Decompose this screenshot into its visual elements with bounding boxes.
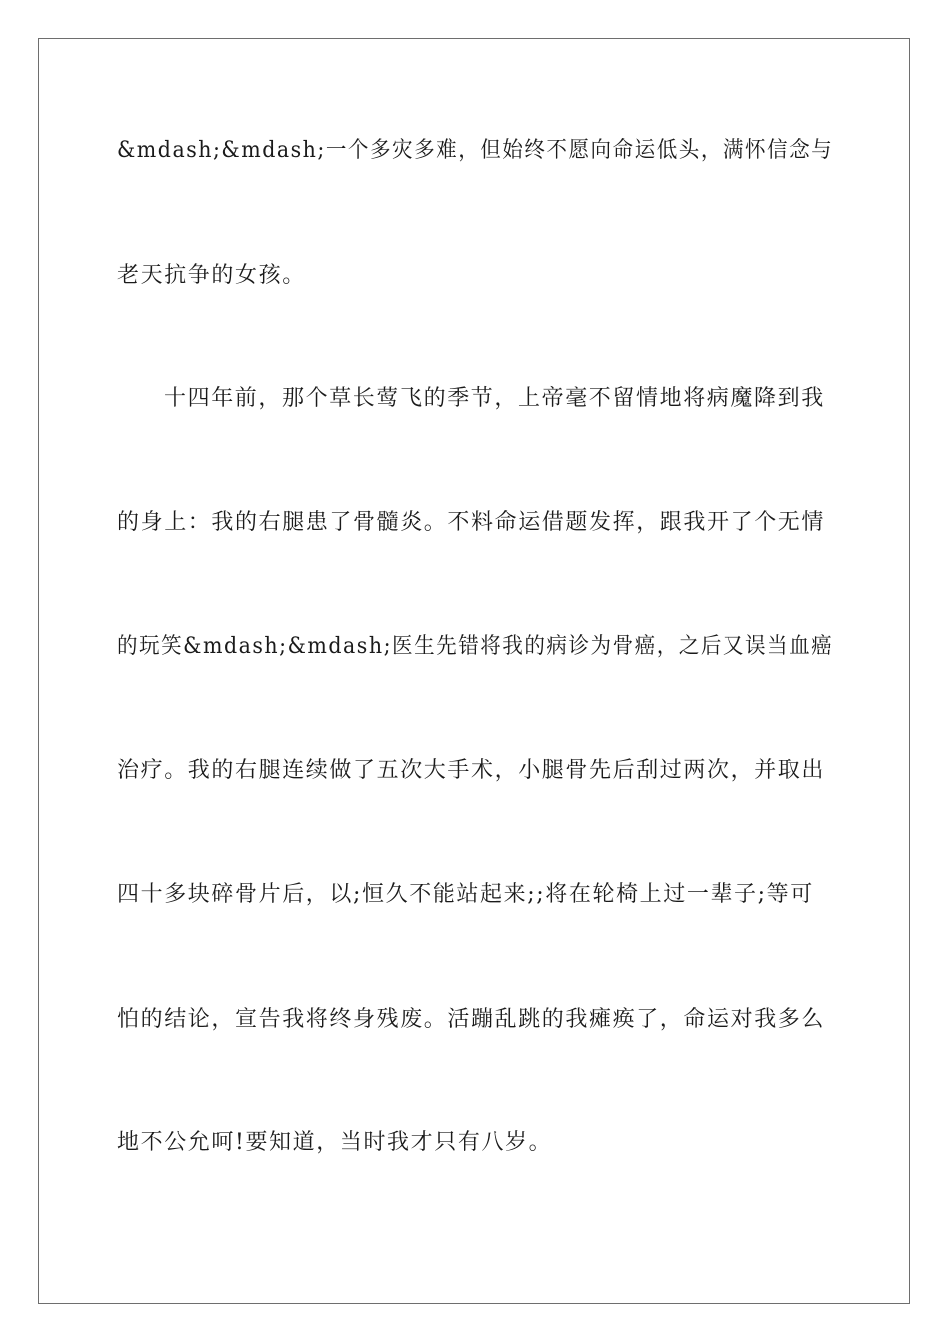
paragraph-line: 治疗。我的右腿连续做了五次大手术，小腿骨先后刮过两次，并取出 [117, 758, 826, 783]
paragraph-line: 的玩笑&mdash;&mdash;医生先错将我的病诊为骨癌，之后又误当血癌 [117, 634, 834, 659]
paragraph-line: 怕的结论，宣告我将终身残废。活蹦乱跳的我瘫痪了，命运对我多么 [117, 1007, 826, 1032]
paragraph-line: 地不公允呵!要知道，当时我才只有八岁。 [117, 1130, 553, 1155]
paragraph-line: 四十多块碎骨片后，以;恒久不能站起来;;将在轮椅上过一辈子;等可 [117, 882, 814, 907]
paragraph-line: &mdash;&mdash;一个多灾多难，但始终不愿向命运低头，满怀信念与 [117, 138, 834, 163]
paragraph-line: 十四年前，那个草长莺飞的季节，上帝毫不留情地将病魔降到我 [164, 386, 825, 411]
page-border [38, 38, 910, 1304]
paragraph-line: 的身上：我的右腿患了骨髓炎。不料命运借题发挥，跟我开了个无情 [117, 510, 826, 535]
paragraph-line: 老天抗争的女孩。 [117, 263, 306, 288]
